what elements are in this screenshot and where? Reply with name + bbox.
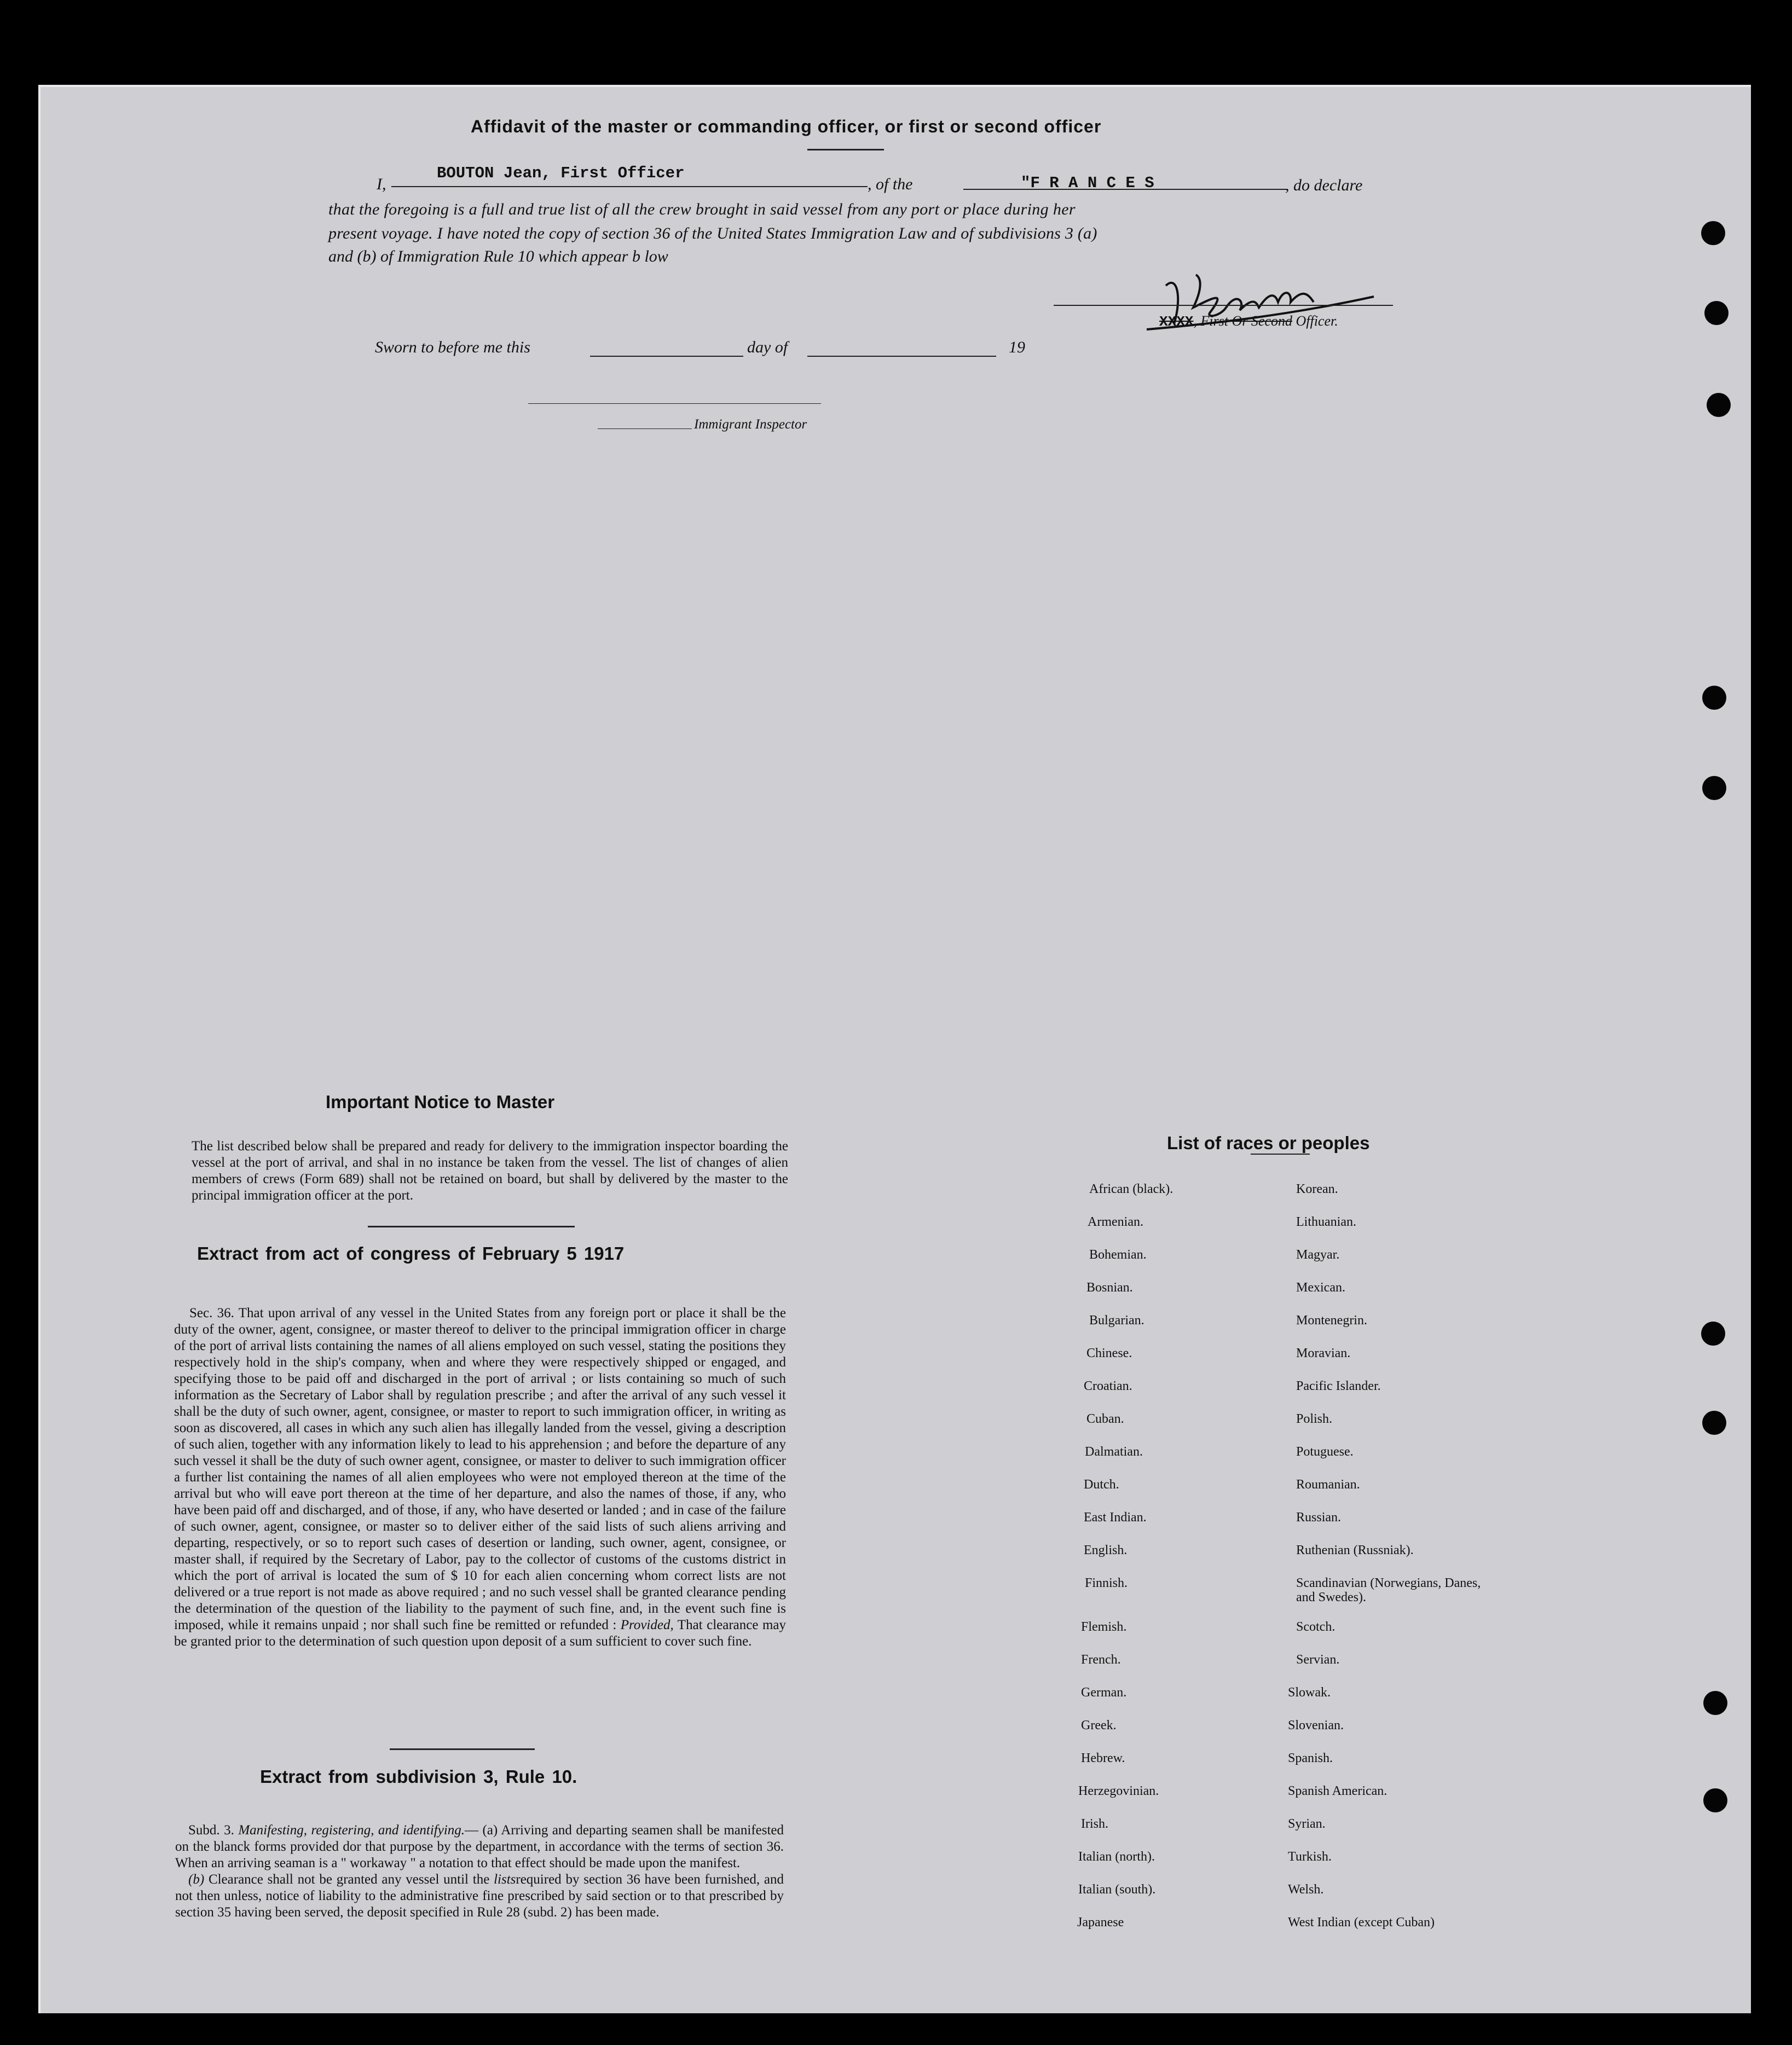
race-item: Magyar. [1296, 1248, 1340, 1262]
race-item: Bulgarian. [1089, 1313, 1144, 1328]
punch-hole [1707, 393, 1731, 417]
year-text: 19 [1009, 338, 1025, 356]
affidavit-line-2: that the foregoing is a full and true list of all the crew brought in said vessel from any port or place during her [328, 200, 1076, 218]
sworn-month-line [807, 356, 996, 357]
race-item: Slowak. [1288, 1685, 1331, 1700]
race-item: Finnish. [1085, 1576, 1128, 1590]
rule-paragraph-a [175, 1822, 784, 1872]
rule-paragraph-b [175, 1872, 784, 1921]
race-item: German. [1081, 1685, 1127, 1700]
rule-subd-label: Subd. 3. [188, 1823, 234, 1838]
of-the-text: , of the [868, 175, 913, 193]
act-section-label: Sec. 36. [189, 1306, 234, 1320]
race-item: Welsh. [1288, 1882, 1324, 1897]
race-item: Potuguese. [1296, 1445, 1354, 1459]
act-heading: Extract from act of congress of February 5 1917 [197, 1243, 625, 1264]
race-item: Turkish. [1288, 1850, 1332, 1864]
punch-hole [1703, 1691, 1727, 1715]
race-item: Flemish. [1081, 1620, 1127, 1634]
punch-hole [1701, 1322, 1725, 1346]
rule-b-text2: required by section 36 have been furnished, and not then unless, notice of liability to the administrative fine prescribed by said section or to that prescribed by section 35 having been served, the deposit specified in Rule 28 (subd. 2) has been made. [175, 1872, 784, 1920]
race-item: Scotch. [1296, 1620, 1336, 1634]
race-item: Spanish. [1288, 1751, 1333, 1765]
vessel-name-field: "F R A N C E S [1021, 174, 1154, 192]
race-item: Pacific Islander. [1296, 1379, 1381, 1393]
officer-mid: , First [1193, 313, 1232, 329]
race-item: Spanish American. [1288, 1784, 1388, 1798]
do-declare-text: , do declare [1285, 176, 1363, 194]
inspector-signature-line [528, 403, 821, 404]
act-divider [390, 1748, 535, 1750]
races-heading: List of races or peoples [1167, 1133, 1370, 1153]
officer-struck: Or Second [1232, 313, 1292, 329]
punch-hole [1703, 1788, 1727, 1812]
race-item: Syrian. [1288, 1817, 1326, 1831]
race-item: Ruthenian (Russniak). [1296, 1543, 1414, 1557]
punch-hole [1702, 776, 1726, 800]
race-item: West Indian (except Cuban) [1288, 1915, 1435, 1930]
officer-xxxx: XXXX [1159, 314, 1194, 330]
declarant-name-line [391, 186, 868, 187]
race-item: Scandinavian (Norwegians, Danes, and Swedes). [1296, 1576, 1481, 1604]
inspector-short-line [598, 428, 692, 429]
race-item: Armenian. [1088, 1215, 1143, 1229]
race-item: Greek. [1081, 1718, 1117, 1733]
heading-divider [807, 149, 884, 150]
sworn-day-line [590, 356, 743, 357]
act-text-block [174, 1305, 786, 1650]
race-item: Chinese. [1086, 1346, 1132, 1360]
rule-heading: Extract from subdivision 3, Rule 10. [260, 1766, 577, 1787]
officer-end: Officer. [1292, 313, 1338, 329]
race-item: Montenegrin. [1296, 1313, 1367, 1328]
race-item: Cuban. [1086, 1412, 1124, 1426]
signature-line [1054, 305, 1393, 306]
rule-b-text1: Clearance shall not be granted any vessel until the [208, 1872, 490, 1887]
act-text-end: That clearance may be granted prior to the determination of such question upon deposit of a sum sufficient to cover such fine. [174, 1618, 786, 1649]
rule-b-label: (b) [188, 1872, 205, 1887]
affidavit-line-4: and (b) of Immigration Rule 10 which appear b low [328, 247, 668, 265]
race-item: Korean. [1296, 1182, 1338, 1196]
race-item: Mexican. [1296, 1281, 1345, 1295]
race-item: Dutch. [1084, 1478, 1119, 1492]
punch-hole [1701, 221, 1725, 245]
race-item: Bosnian. [1086, 1281, 1133, 1295]
race-item: French. [1081, 1653, 1121, 1667]
race-item: Japanese [1077, 1915, 1124, 1930]
race-item: Italian (north). [1078, 1850, 1155, 1864]
day-of-text: day of [747, 338, 788, 356]
races-underline [1251, 1154, 1310, 1155]
document-page [38, 85, 1751, 2013]
race-item: Roumanian. [1296, 1478, 1360, 1492]
race-item: Croatian. [1084, 1379, 1132, 1393]
declarant-name-field: BOUTON Jean, First Officer [437, 164, 685, 182]
rule-subd-title: Manifesting, registering, and identifying. [238, 1823, 465, 1838]
officer-title [1159, 313, 1338, 330]
affidavit-line-3: present voyage. I have noted the copy of section 36 of the United States Immigration Law and of subdivisions 3 (a) [328, 224, 1097, 242]
race-item: Lithuanian. [1296, 1215, 1356, 1229]
race-item: African (black). [1089, 1182, 1174, 1196]
race-item: East Indian. [1084, 1510, 1147, 1525]
punch-hole [1702, 686, 1726, 710]
punch-hole [1702, 1411, 1726, 1435]
race-item: Italian (south). [1078, 1882, 1156, 1897]
race-item: Herzegovinian. [1078, 1784, 1159, 1798]
notice-text: The list described below shall be prepared and ready for delivery to the immigration inspector boarding the vessel at the port of arrival, and shal in no instance be taken from the vessel. The list of changes of alien members of crews (Form 689) shall not be retained on board, but shall by delivered by the master to the principal immigration officer at the port. [192, 1139, 788, 1203]
race-item: Hebrew. [1081, 1751, 1125, 1765]
affidavit-pronoun: I, [377, 175, 386, 193]
rule-text-block [175, 1822, 784, 1921]
rule-b-lists: lists [494, 1872, 516, 1887]
race-item: Moravian. [1296, 1346, 1351, 1360]
race-item: Bohemian. [1089, 1248, 1147, 1262]
race-item: Irish. [1081, 1817, 1108, 1831]
inspector-label: Immigrant Inspector [694, 417, 807, 432]
race-item: Polish. [1296, 1412, 1333, 1426]
race-item: Slovenian. [1288, 1718, 1344, 1733]
race-item: Dalmatian. [1085, 1445, 1143, 1459]
vessel-name-line [963, 189, 1286, 190]
sworn-text: Sworn to before me this [375, 338, 530, 356]
act-text: That upon arrival of any vessel in the United States from any foreign port or place it shall be the duty of the owner, agent, consignee, or master thereof to deliver to the principal immigration officer in charge of the port of arrival lists containing the names of all aliens employed on such vessel, stating the positions they respectively hold in the ship's company, when and where they were respectively shipped or engaged, and specifying those to be paid off and discharged in the port of arrival ; or lists containing so much of such information as the Secretary of Labor shall by regulation prescribe ; and after the arrival of any such vessel it shall be the duty of such owner, agent, consignee, or master to report to such immigration officer, in writing as soon as discovered, all cases in which any such alien has illegally landed from the vessel, giving a description of such alien, together with any information likely to lead to his apprehension ; and before the departure of any such vessel it shall be the duty of such owner agent, consignee, or master to deliver to such immigration officer a further list containing the names of all alien employees who were not employed thereon at the time of the arrival but who will eave port thereon at the time of her departure, and also the names of those, if any, who have been paid off and discharged, and of those, if any, who have deserted or landed ; and in case of the failure of such owner, agent, consignee, or master so to deliver either of the said lists of such aliens arriving and departing, respectively, or so to report such cases of desertion or landing, such owner, agent, consignee, or master shall, if required by the Secretary of Labor, pay to the collector of customs of the customs district in which the port of arrival is located the sum of $ 10 for each alien concerning whom correct lists are not delivered or a true report is not made as above required ; and no such vessel shall be granted clearance pending the determination of the question of the liability to the payment of such fine, and, in the event such fine is imposed, while it remains unpaid ; nor shall such fine be remitted or refunded : [174, 1306, 786, 1632]
notice-divider [368, 1226, 575, 1227]
race-item: Russian. [1296, 1510, 1342, 1525]
punch-hole [1704, 301, 1729, 325]
race-item: Servian. [1296, 1653, 1340, 1667]
rule-a-text: — (a) Arriving and departing seamen shall be manifested on the blanck forms provided dor that purpose by the department, in accordance with the terms of section 36. When an arriving seaman is a " workaway " a notation to that effect should be made upon the manifest. [175, 1823, 784, 1870]
affidavit-heading: Affidavit of the master or commanding officer, or first or second officer [471, 117, 1102, 136]
race-item: English. [1084, 1543, 1128, 1557]
act-provided: Provided, [620, 1618, 674, 1632]
notice-heading: Important Notice to Master [326, 1092, 555, 1112]
